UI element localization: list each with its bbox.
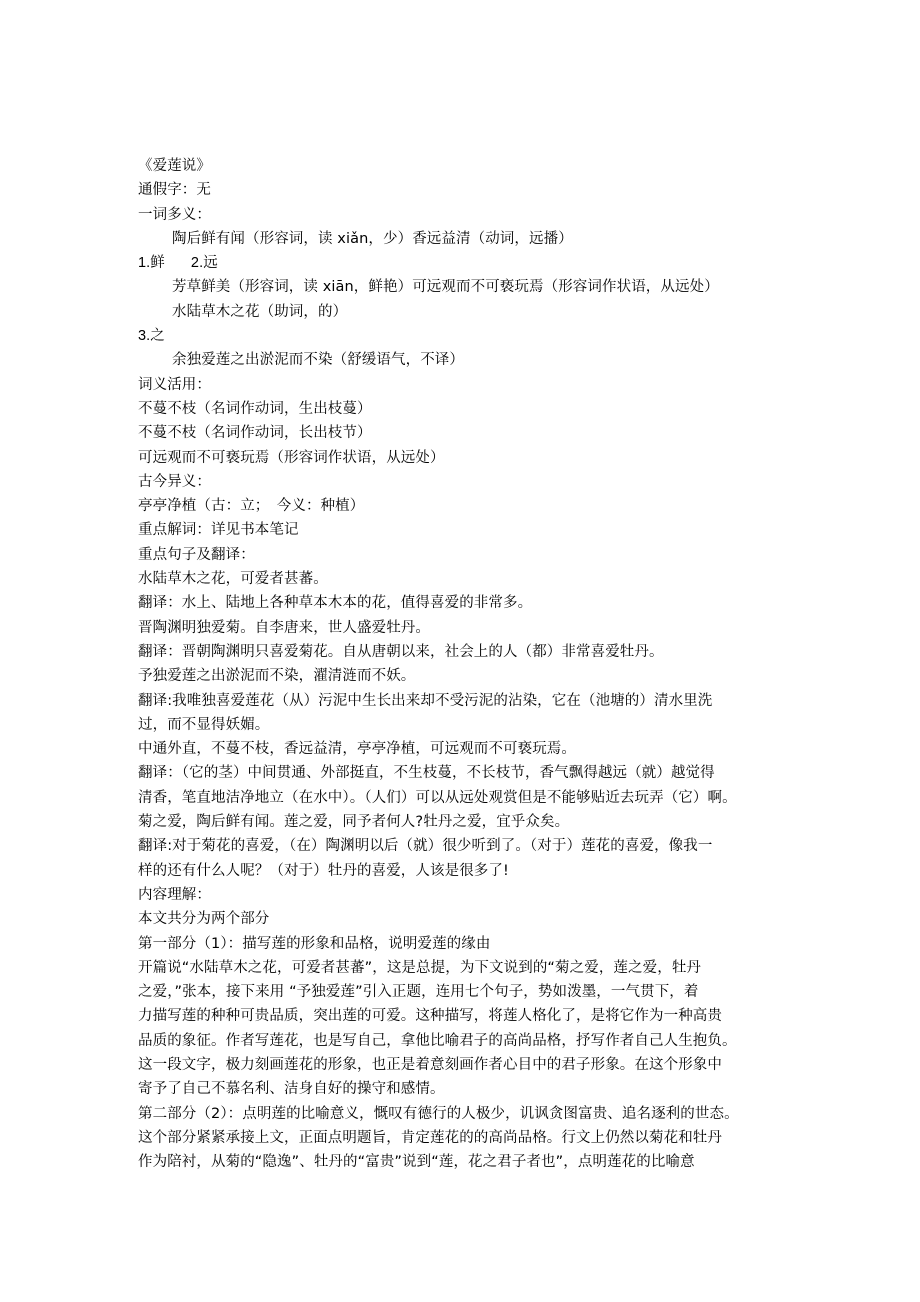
text-line: 之爱，”张本，接下来用 “予独爱莲”引入正题，连用七个句子，势如泼墨，一气贯下，着 — [138, 984, 699, 1001]
item-label: 2.远 — [190, 255, 218, 272]
text-line: 力描写莲的种种可贵品质，突出莲的可爱。这种描写，将莲人格化了，是将它作为一种高贵 — [138, 1008, 722, 1025]
text-line: 余独爱莲之出淤泥而不染（舒缓语气，不译） — [172, 352, 464, 369]
text-line: 本文共分为两个部分 — [138, 911, 270, 928]
text-line: 样的还有什么人呢？（对于）牡丹的喜爱，人该是很多了! — [138, 862, 509, 879]
section-heading: 内容理解： — [138, 886, 211, 903]
section-heading: 重点句子及翻译： — [138, 546, 255, 563]
text-line: 亭亭净植（古：立； 今义：种植） — [138, 498, 365, 515]
text-line: 可远观而不可亵玩焉（形容词作状语，从远处） — [138, 449, 445, 466]
text-line: 不蔓不枝（名词作动词，生出枝蔓） — [138, 400, 372, 417]
text-line: 予独爱莲之出淤泥而不染，濯清涟而不妖。 — [138, 668, 416, 685]
text-line: 翻译：晋朝陶渊明只喜爱菊花。自从唐朝以来，社会上的人（都）非常喜爱牡丹。 — [138, 643, 664, 660]
text-line: 清香，笔直地洁净地立（在水中）。（人们）可以从远处观赏但是不能够贴近去玩弄（它）啊。 — [138, 789, 737, 806]
text-line: 芳草鲜美（形容词，读 xiān，鲜艳）可远观而不可亵玩焉（形容词作状语，从远处） — [172, 279, 719, 296]
text-line: 翻译:我唯独喜爱莲花（从）污泥中生长出来却不受污泥的沾染，它在（池塘的）清水里洗 — [138, 692, 713, 709]
text-line: 陶后鲜有闻（形容词，读 xiǎn，少）香远益清（动词，远播） — [172, 230, 573, 247]
doc-title: 《爱莲说》 — [138, 158, 211, 174]
text-line: 过，而不显得妖媚。 — [138, 716, 270, 733]
text-line: 通假字：无 — [138, 182, 211, 199]
text-line: 第二部分（2）：点明莲的比喻意义，慨叹有德行的人极少，讥讽贪图富贵、追名逐利的世态。 — [138, 1105, 739, 1122]
section-heading: 词义活用： — [138, 376, 211, 393]
section-heading: 一词多义： — [138, 206, 211, 223]
text-line: 开篇说“水陆草木之花，可爱者甚蕃”，这是总提，为下文说到的“菊之爱，莲之爱，牡丹 — [138, 959, 702, 976]
text-line: 翻译:对于菊花的喜爱，（在）陶渊明以后（就）很少听到了。（对于）莲花的喜爱，像我一 — [138, 838, 713, 855]
document-page — [138, 154, 784, 1174]
text-line: 水陆草木之花，可爱者甚蕃。 — [138, 571, 328, 588]
text-line: 水陆草木之花（助词，的） — [172, 303, 348, 320]
text-line: 中通外直，不蔓不枝，香远益清，亭亭净植，可远观而不可亵玩焉。 — [138, 741, 576, 758]
text-line: 品质的象征。作者写莲花，也是写自己，拿他比喻君子的高尚品格，抒写作者自己人生抱负。 — [138, 1032, 737, 1049]
text-line: 菊之爱，陶后鲜有闻。莲之爱，同予者何人?牡丹之爱，宜乎众矣。 — [138, 814, 570, 831]
text-line: 这个部分紧紧承接上文，正面点明题旨，肯定莲花的的高尚品格。行文上仍然以菊花和牡丹 — [138, 1129, 722, 1146]
text-line: 不蔓不枝（名词作动词，长出枝节） — [138, 425, 372, 442]
text-line: 翻译：（它的茎）中间贯通、外部挺直，不生枝蔓，不长枝节，香气飘得越远（就）越觉得 — [138, 765, 715, 782]
numbered-items — [138, 251, 784, 275]
item-label: 1.鲜 — [138, 255, 165, 272]
text-line: 寄予了自己不慕名利、洁身自好的操守和感情。 — [138, 1081, 445, 1098]
text-line: 作为陪衬，从菊的“隐逸”、牡丹的“富贵”说到“莲，花之君子者也”，点明莲花的比喻意 — [138, 1154, 695, 1171]
text-line: 这一段文字，极力刻画莲花的形象，也正是着意刻画作者心目中的君子形象。在这个形象中 — [138, 1056, 722, 1073]
item-label: 3.之 — [138, 328, 165, 345]
text-line: 晋陶渊明独爱菊。自李唐来，世人盛爱牡丹。 — [138, 619, 430, 636]
text-line: 翻译：水上、陆地上各种草本木本的花，值得喜爱的非常多。 — [138, 595, 533, 612]
text-line: 重点解词：详见书本笔记 — [138, 522, 299, 539]
text-line: 第一部分（1）：描写莲的形象和品格，说明爱莲的缘由 — [138, 935, 491, 952]
section-heading: 古今异义： — [138, 473, 211, 490]
